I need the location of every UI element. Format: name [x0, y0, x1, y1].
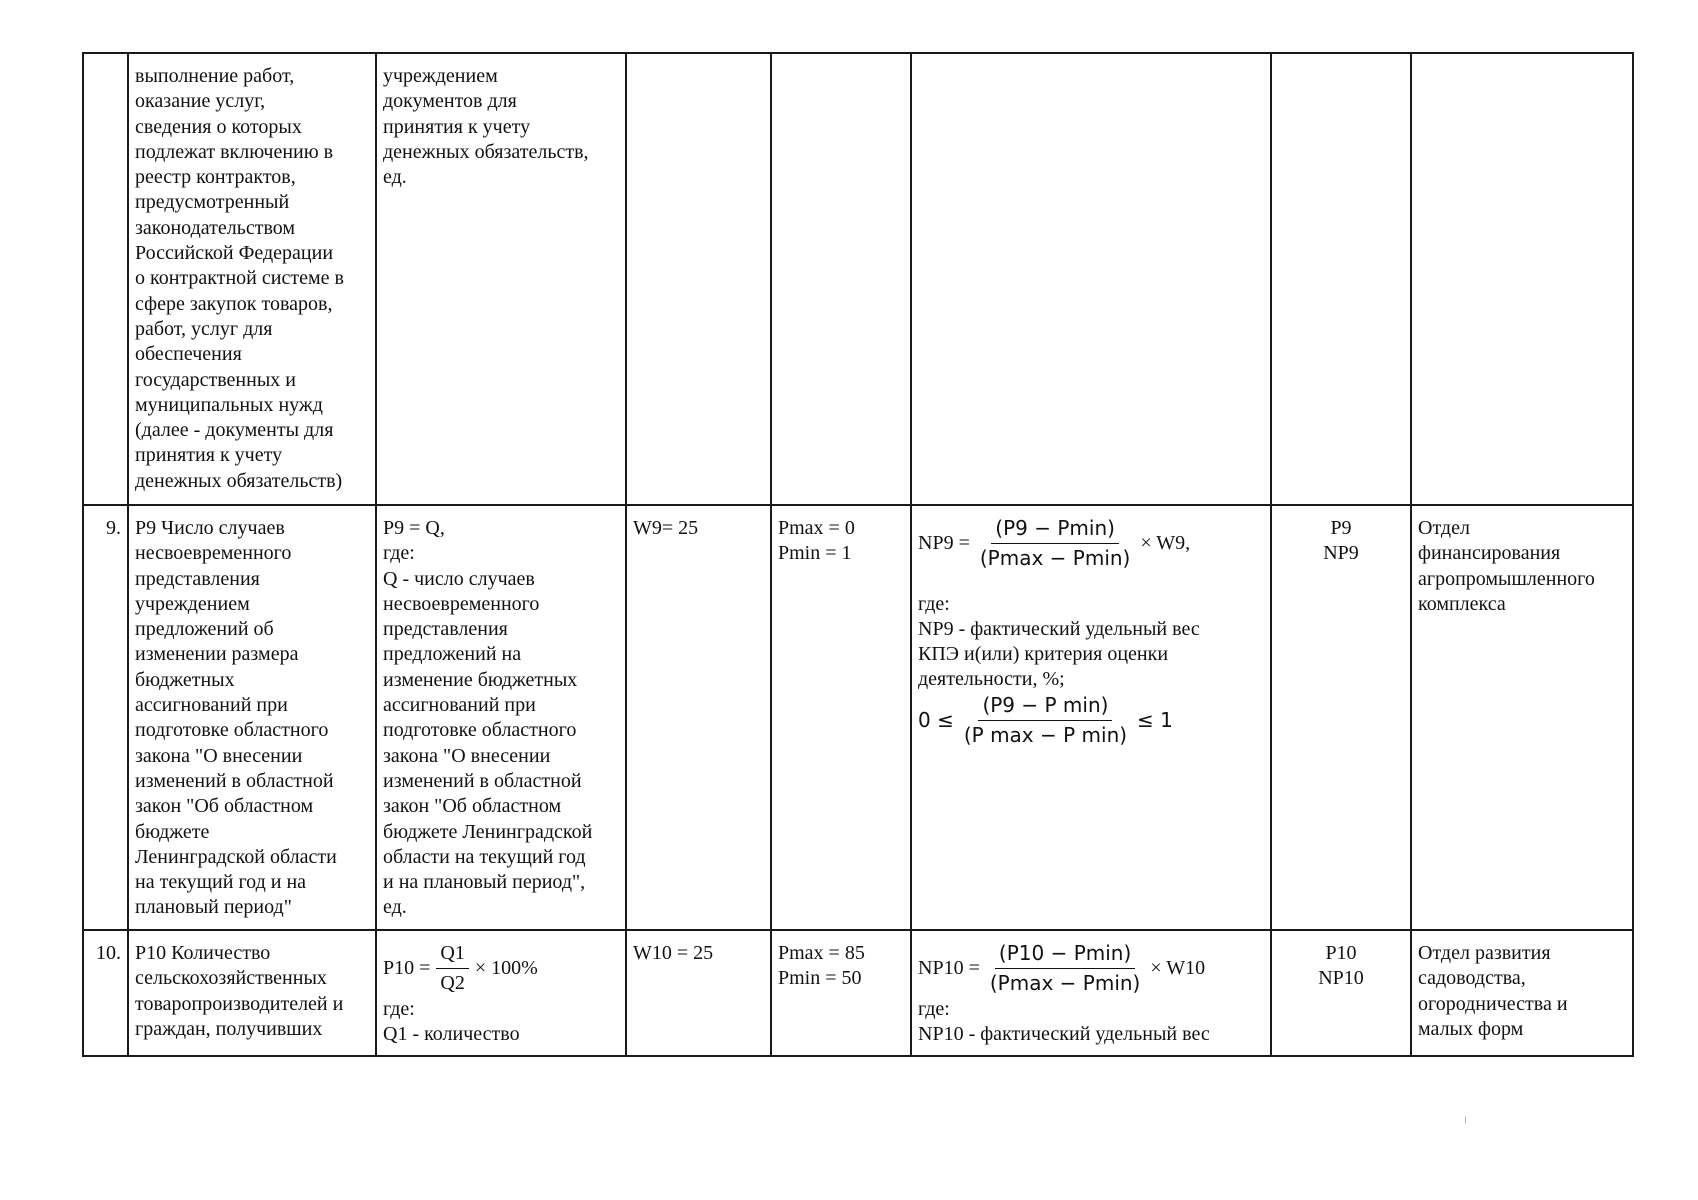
formula-cell: NP10 = $\frac{(P10 - Pmin)}{(Pmax - Pmin)}$ × W10 где: NP10 - фактический удельный вес [911, 930, 1271, 1056]
calculation-cell: учреждением документов для принятия к учету денежных обязательств, ед. [376, 53, 626, 505]
indicator-cell: P9 NP9 [1271, 505, 1411, 930]
indicator-cell [1271, 53, 1411, 505]
row-number: 9. [83, 505, 128, 930]
weight-cell [626, 53, 771, 505]
range-cell [771, 930, 911, 1056]
pmin-value: Pmin = 50 [778, 967, 862, 990]
department-cell: Отдел развития садоводства, огородничества и малых форм [1411, 930, 1633, 1056]
np10-formula: NP10 = $\frac{(P10 - Pmin)}{(Pmax - Pmin)}$ × W10 [918, 941, 1206, 996]
table-row [83, 53, 1633, 505]
range-cell [771, 53, 911, 505]
calculation-cell: P10 = $\frac{Q1}{Q2}$ × 100% где: Q1 - количество [376, 930, 626, 1056]
table-row [83, 930, 1633, 1056]
pmax-value: Pmax = 0 [778, 517, 855, 539]
pmin-value: Pmin = 1 [778, 542, 852, 565]
weight-value: W9= 25 [633, 517, 699, 539]
indicator-name-cell: P10 Количество сельскохозяйственных товаропроизводителей и граждан, получивших [128, 930, 376, 1056]
indicator-name-cell: выполнение работ, оказание услуг, сведения о которых подлежат включению в реестр контрактов, предусмотренный законодательством Российской Федерации о контрактной системе в сфере закупок товаров, работ, услуг для обеспечения государственных и муниципальных нужд (далее - документы для принятия к учету денежных обязательств) [128, 53, 376, 505]
indicator-name-cell: P9 Число случаев несвоевременного представления учреждением предложений об изменении размера бюджетных ассигнований при подготовке областного закона "О внесении изменений в областной закон "Об областном бюджете Ленинградской области на текущий год и на плановый период" [128, 505, 376, 930]
calculation-cell: P9 = Q, где: Q - число случаев несвоевременного представления предложений на изменение бюджетных ассигнований при подготовке областного закона "О внесении изменений в областной закон "Об областном бюджете Ленинградской области на текущий год и на плановый период", ед. [376, 505, 626, 930]
scan-mark [1465, 1116, 1466, 1124]
formula-cell: NP9 = $\frac{(P9 - Pmin)}{(Pmax - Pmin)}$ × W9, где: NP9 - фактический удельный вес КПЭ и(или) критерия оценки деятельности, %; 0 ≤ $\frac{\text{(P9 − P min)}}{\text{(P max − P min)}}$ ≤ 1 [911, 505, 1271, 930]
np9-inequality: 0 ≤ $\frac{\text{(P9 − P min)}}{\text{(P max − P min)}}$ ≤ 1 [918, 692, 1173, 748]
range-cell [771, 505, 911, 930]
weight-cell [626, 505, 771, 930]
indicators-table [82, 52, 1634, 1057]
indicator-cell: P10 NP10 [1271, 930, 1411, 1056]
department-cell: Отдел финансирования агропромышленного комплекса [1411, 505, 1633, 930]
weight-value: W10 = 25 [633, 942, 714, 964]
p10-formula: P10 = $\frac{Q1}{Q2}$ × 100% [383, 942, 538, 995]
row-number: 10. [83, 930, 128, 1056]
row-number [83, 53, 128, 505]
formula-cell [911, 53, 1271, 505]
weight-cell [626, 930, 771, 1056]
np9-formula: NP9 = $\frac{(P9 - Pmin)}{(Pmax - Pmin)}$ × W9, [918, 516, 1191, 571]
department-cell [1411, 53, 1633, 505]
table-row [83, 505, 1633, 930]
pmax-value: Pmax = 85 [778, 942, 865, 964]
